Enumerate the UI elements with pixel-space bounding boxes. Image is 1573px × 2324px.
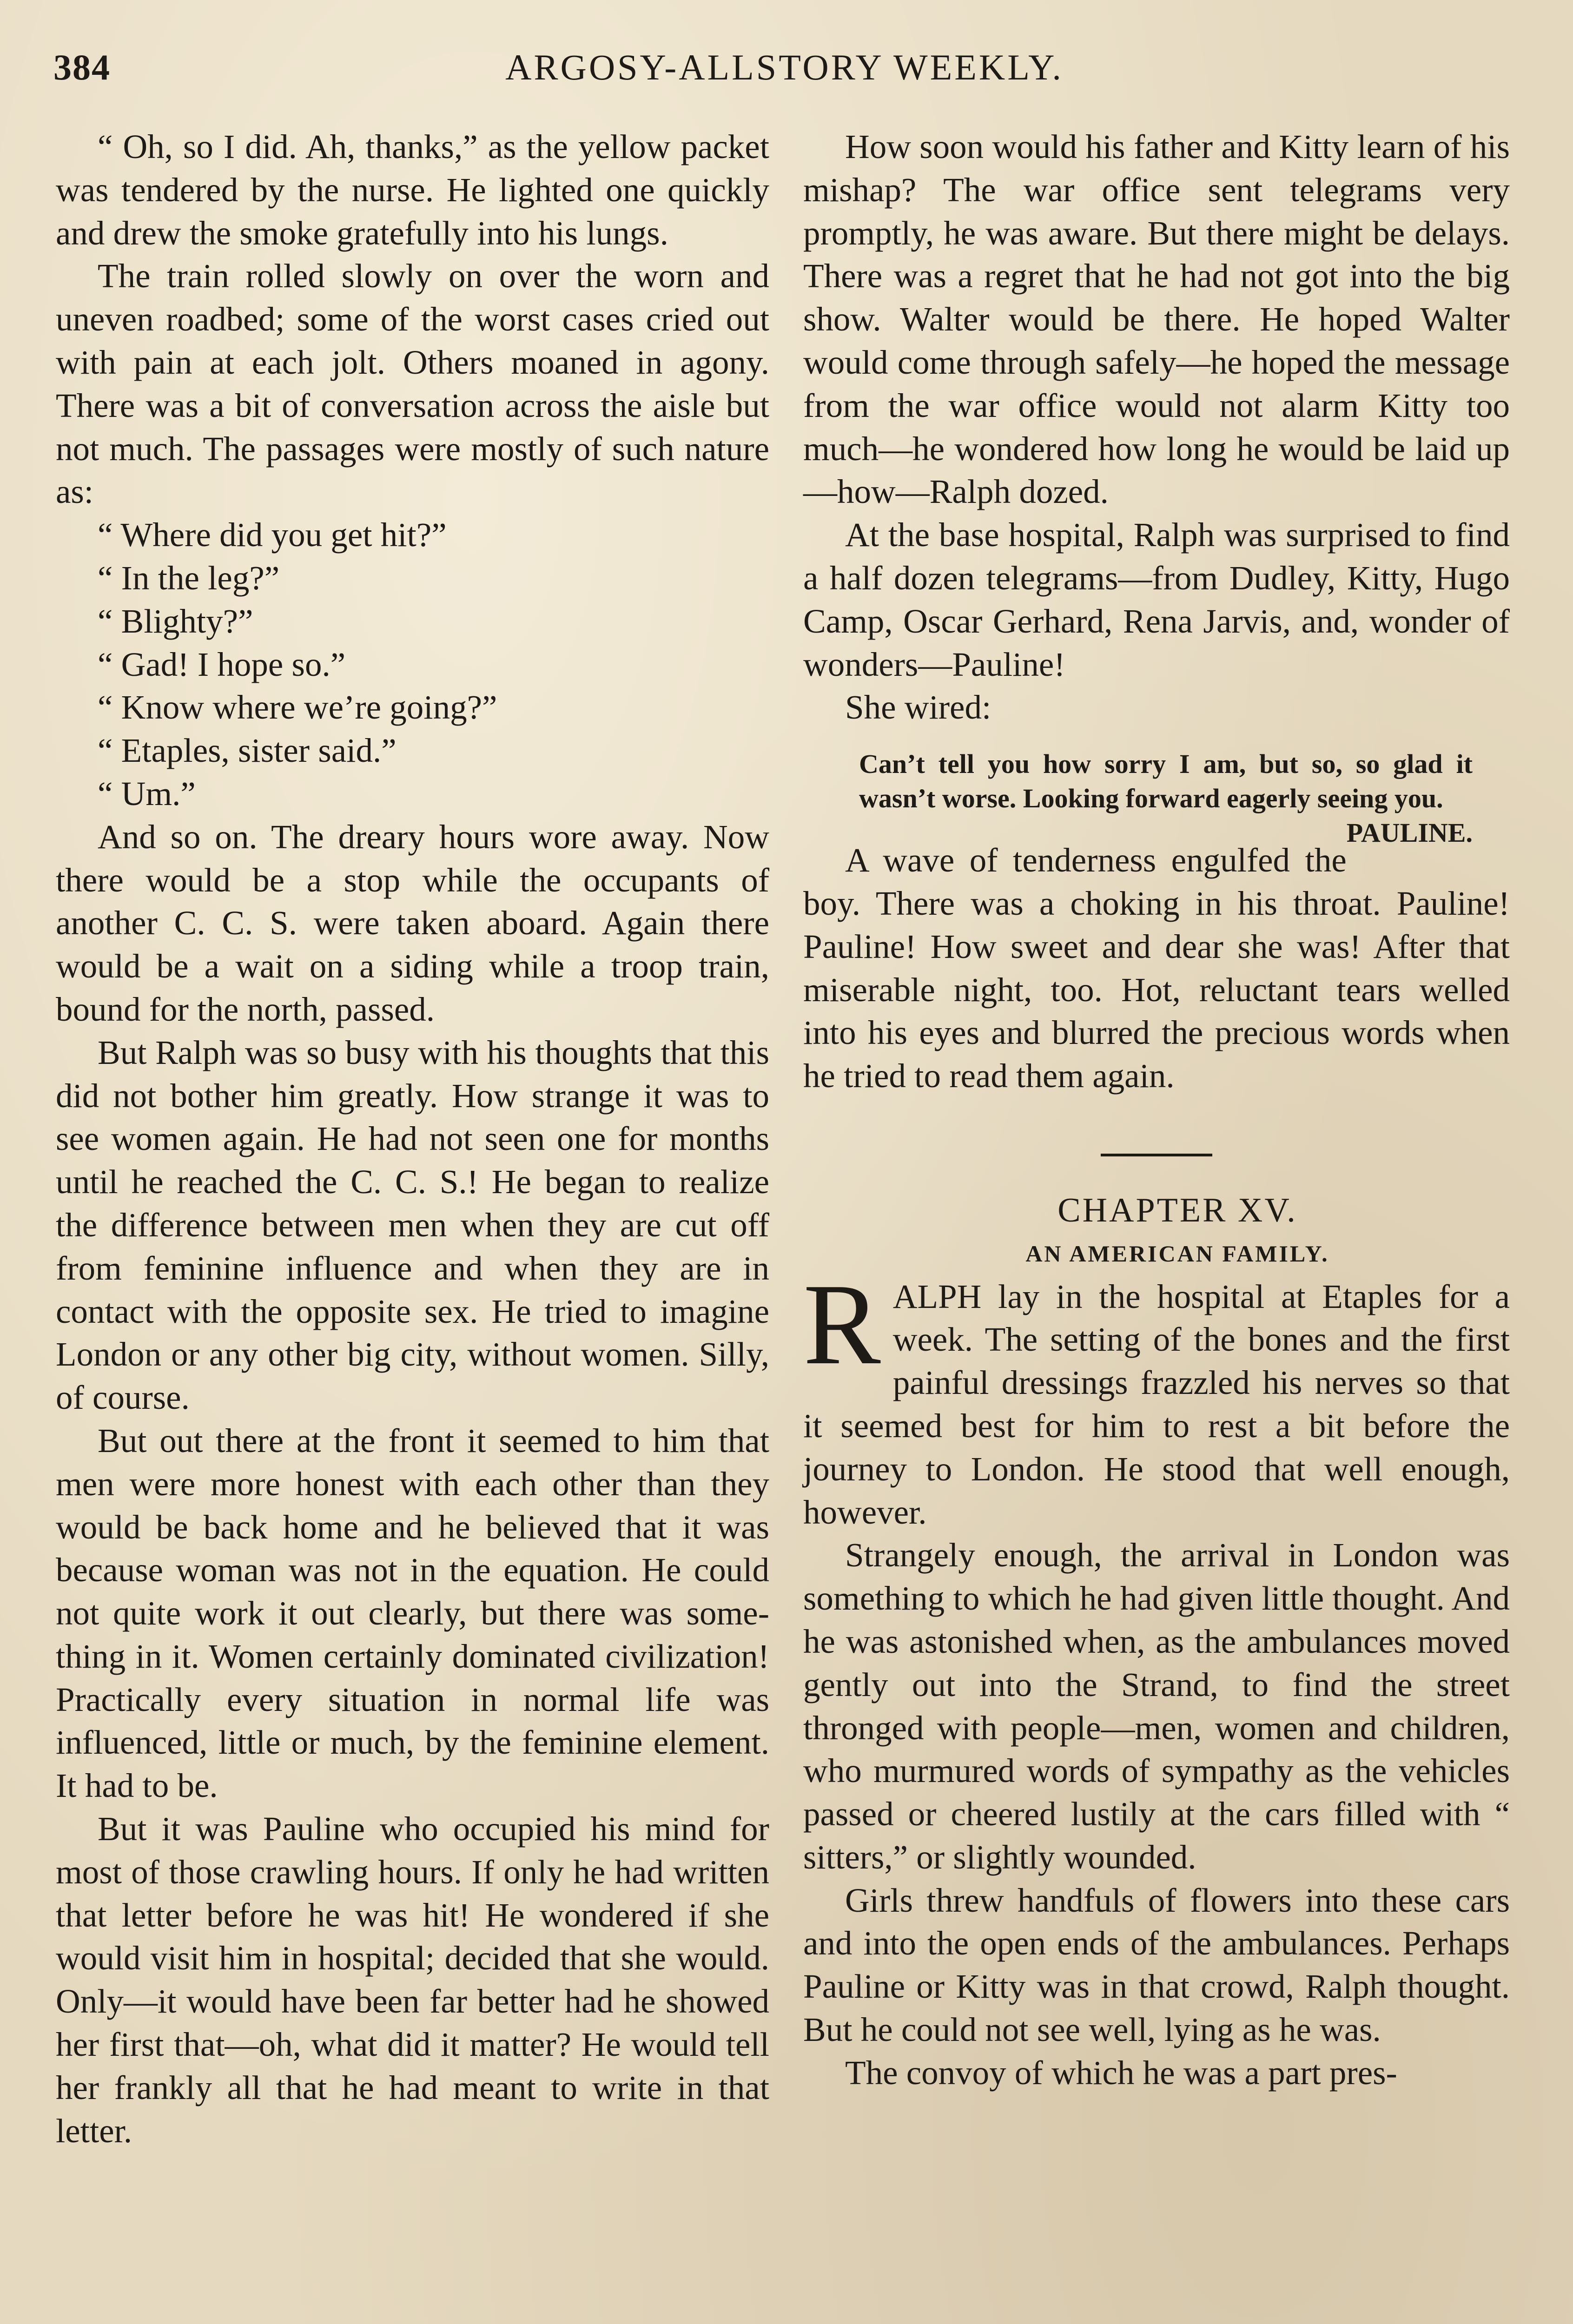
dialogue-line: “ Blighty?” (98, 602, 253, 640)
paragraph: She wired: (845, 688, 991, 726)
first-paragraph-text: ALPH lay in the hospital at Etaples for a week. The setting of the bones and the first painful dressings frazzled his nerves so that it seemed best for him to rest a bit before the journey to London. He stood that well enough, however. (803, 1277, 1510, 1531)
section-divider (1101, 1154, 1212, 1156)
chapter-first-paragraph (803, 1260, 1510, 1534)
paragraph: “ Oh, so I did. Ah, thanks,” as the yellow packet was tendered by the nurse. He lighted one quickly and drew the smoke gratefully into his lungs. (56, 128, 769, 252)
dialogue-line: “ Where did you get hit?” (98, 516, 447, 554)
running-head: ARGOSY-ALLSTORY WEEKLY. (505, 47, 1064, 87)
paragraph: A wave of tenderness engulfed the boy. There was a choking in his throat. Pauline! Pauline! How sweet and dear she was! After that miserable night, too. Hot, reluctant tears welled into his eyes and blurred the precious words when he tried to read them again. (803, 841, 1510, 1095)
paragraph: At the base hospital, Ralph was surprised to find a half dozen telegrams—from Dudley, Kitty, Hugo Camp, Oscar Gerhard, Rena Jarvis, and, wonder of wonders—Pauline! (803, 516, 1510, 683)
dialogue-line: “ Gad! I hope so.” (98, 645, 346, 683)
paragraph: Strangely enough, the arrival in London was something to which he had given little thought. And he was astonished when, as the ambulances moved gently out into the Strand, to find the street thronged with people—men, women and children, who murmured words of sympathy as the vehicles passed or cheered lustily at the cars filled with “ sitters,” or slightly wounded. (803, 1536, 1510, 1876)
telegram-quote (859, 747, 1473, 848)
paragraph: But out there at the front it seemed to him that men were more honest with each other than they would be back home and he believed that it was because woman was not in the equation. He could not quite work it out clearly, but there was something in it. Women certainly dominated civilization! Practically every situation in normal life was influenced, little or much, by the feminine element. It had to be. (56, 1421, 769, 1805)
telegram-text: Can’t tell you how sorry I am, but so, so glad it wasn’t worse. Looking forward eagerly seeing you. (859, 749, 1473, 814)
left-column (56, 125, 769, 2152)
paragraph: How soon would his father and Kitty learn of his mishap? The war office sent telegrams very promptly, he was aware. But there might be delays. There was a regret that he had not got into the big show. Walter would be there. He hoped Walter would come through safely—he hoped the message from the war office would not alarm Kitty too much—he wondered how long he would be laid up—how—Ralph dozed. (803, 128, 1510, 511)
paragraph: And so on. The dreary hours wore away. Now there would be a stop while the occupants of another C. C. S. were taken aboard. Again there would be a wait on a siding while a troop train, bound for the north, passed. (56, 818, 769, 1028)
paragraph: But Ralph was so busy with his thoughts that this did not bother him greatly. How strange it was to see women again. He had not seen one for months until he reached the C. C. S.! He began to realize the difference between men when they are cut off from feminine influence and when they are in contact with the opposite sex. He tried to imagine London or any other big city, without women. Silly, of course. (56, 1033, 769, 1417)
chapter-title: CHAPTER XV. (1057, 1191, 1297, 1229)
right-column (803, 125, 1510, 2095)
dialogue-line: “ Know where we’re going?” (98, 688, 497, 726)
chapter-subtitle: AN AMERICAN FAMILY. (1025, 1240, 1329, 1267)
dialogue-line: “ Um.” (98, 774, 196, 812)
paragraph: Girls threw handfuls of flowers into these cars and into the open ends of the ambulances. Perhaps Pauline or Kitty was in that crowd, Ralph thought. But he could not see well, lying as he was. (803, 1881, 1510, 2049)
drop-cap: R (803, 1260, 881, 1389)
paragraph: The train rolled slowly on over the worn and uneven roadbed; some of the worst cases cried out with pain at each jolt. Others moaned in agony. There was a bit of conversation across the aisle but not much. The passages were mostly of such nature as: (56, 257, 769, 511)
telegram-signature: PAULINE. (1346, 818, 1473, 848)
paragraph: The convoy of which he was a part pres- (845, 2053, 1397, 2092)
dialogue-line: “ Etaples, sister said.” (98, 732, 397, 770)
page-number: 384 (53, 47, 111, 87)
page-header (53, 46, 1515, 98)
dialogue-line: “ In the leg?” (98, 559, 280, 597)
paragraph: But it was Pauline who occupied his mind for most of those crawling hours. If only he had written that letter before he was hit! He wondered if she would visit him in hospital; decided that she would. Only—it would have been far better had he showed her first that—oh, what did it matter? He would tell her frankly all that he had meant to write in that letter. (56, 1810, 769, 2150)
